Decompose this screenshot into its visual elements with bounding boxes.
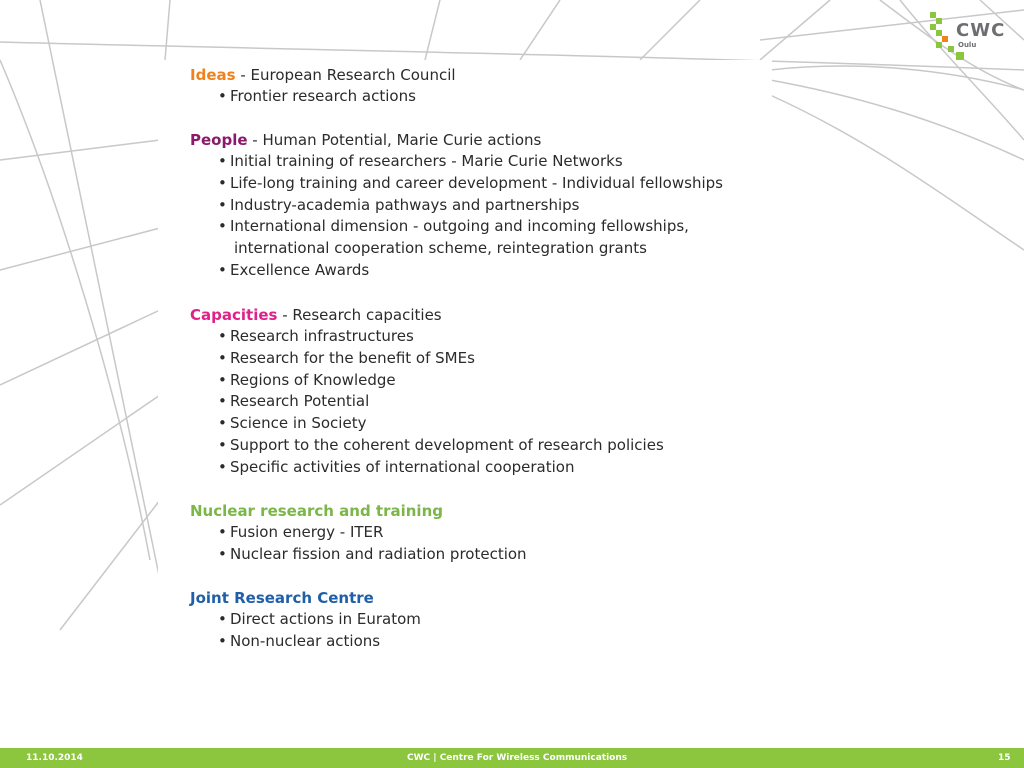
list-item: • Science in Society [190,413,790,435]
heading-rest: - Research capacities [277,306,442,324]
list-item-continuation: international cooperation scheme, reintegration grants [234,239,647,258]
list-item: • Research Potential [190,391,790,413]
section-ideas [190,64,790,108]
section-heading [190,64,790,86]
list-item: • Nuclear fission and radiation protection [190,544,790,566]
heading-key: Ideas [190,66,236,84]
list-item: • Excellence Awards [190,260,790,282]
list-item [190,216,790,260]
footer-page-number: 15 [998,753,1011,763]
heading-key: Nuclear research and training [190,502,443,520]
heading-key: Joint Research Centre [190,589,374,607]
section-heading [190,587,790,609]
list-item: • Fusion energy - ITER [190,522,790,544]
list-item: • Direct actions in Euratom [190,609,790,631]
heading-key: Capacities [190,306,278,324]
heading-rest: - European Research Council [235,66,456,84]
section-people [190,129,790,282]
list-item: • Initial training of researchers - Marie Curie Networks [190,151,790,173]
list-item: • Research for the benefit of SMEs [190,348,790,370]
list-item: • Regions of Knowledge [190,370,790,392]
cwc-logo-subtitle: Oulu [958,41,977,49]
list-item: • Research infrastructures [190,326,790,348]
section-nuclear [190,500,790,566]
list-item-text: International dimension - outgoing and incoming fellowships, [230,217,689,236]
cwc-logo [926,12,1010,64]
cwc-logo-text: CWC [956,20,1006,41]
section-heading [190,500,790,522]
footer-title: CWC | Centre For Wireless Communications [407,753,628,763]
heading-rest: - Human Potential, Marie Curie actions [247,131,542,149]
list-item: • Non-nuclear actions [190,631,790,653]
heading-key: People [190,131,248,149]
section-heading [190,304,790,326]
section-heading [190,129,790,151]
section-capacities [190,304,790,479]
section-jrc [190,587,790,653]
footer-date: 11.10.2014 [26,753,83,763]
list-item: • Specific activities of international cooperation [190,457,790,479]
list-item: • Life-long training and career development - Individual fellowships [190,173,790,195]
footer-bar [0,748,1024,768]
list-item: • Frontier research actions [190,86,790,108]
list-item: • Industry-academia pathways and partnerships [190,195,790,217]
list-item: • Support to the coherent development of research policies [190,435,790,457]
